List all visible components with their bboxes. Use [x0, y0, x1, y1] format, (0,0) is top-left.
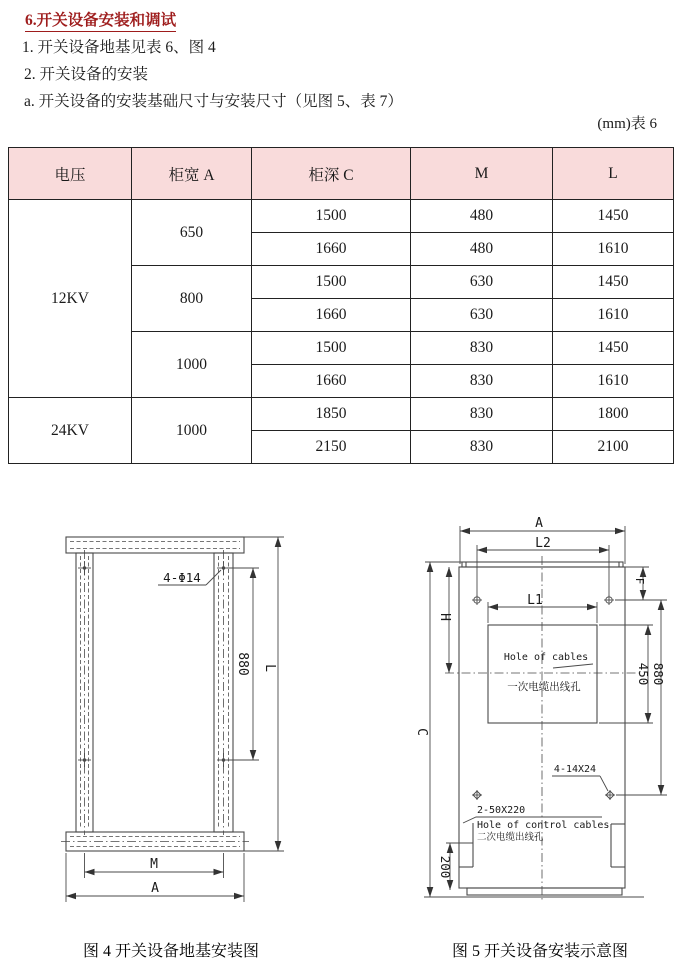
- table-cell: 650: [132, 200, 252, 266]
- dim-label-A: A: [151, 881, 159, 896]
- table-cell: 830: [411, 332, 553, 365]
- table-cell: 830: [411, 398, 553, 431]
- figure4-caption: 图 4 开关设备地基安装图: [82, 943, 259, 960]
- dim-label-M: M: [150, 857, 158, 872]
- table-cell: 630: [411, 299, 553, 332]
- anchor-holes: [78, 561, 230, 767]
- dim-label-H: H: [437, 613, 452, 621]
- figure5-installation-drawing: [403, 510, 680, 910]
- dimension-table: [8, 147, 674, 464]
- cabinet-body: [424, 562, 644, 897]
- intro-line-2: 2. 开关设备的安装: [24, 66, 149, 83]
- header-voltage: 电压: [9, 148, 132, 200]
- header-cabinet-depth: 柜深 C: [252, 148, 411, 200]
- dim-label-L2: L2: [535, 536, 551, 551]
- table-unit-note: (mm)表 6: [597, 116, 657, 132]
- dim-label-L1: L1: [527, 593, 543, 608]
- section-heading: 6.开关设备安装和调试: [25, 8, 176, 32]
- label-control-hole-zh: 二次电缆出线孔: [477, 833, 544, 843]
- table-cell: 830: [411, 431, 553, 464]
- table-cell: 630: [411, 266, 553, 299]
- label-control-hole-en: Hole of control cables: [477, 820, 610, 831]
- table-cell: 1610: [553, 299, 674, 332]
- table-cell: 1500: [252, 200, 411, 233]
- label-cable-hole-en: Hole of cables: [503, 652, 589, 663]
- table-cell: 800: [132, 266, 252, 332]
- label-bolt-holes: 4-14X24: [553, 764, 597, 775]
- table-cell: 12KV: [9, 200, 132, 398]
- dim-label-F: F: [633, 577, 646, 585]
- dim-label-A: A: [535, 516, 543, 531]
- table-cell: 480: [411, 233, 553, 266]
- dim-label-200: 200: [438, 855, 453, 879]
- centerlines: [445, 556, 643, 901]
- table-cell: 480: [411, 200, 553, 233]
- table-cell: 1000: [132, 398, 252, 464]
- figure4-dimensions: [66, 537, 284, 902]
- table-cell: 24KV: [9, 398, 132, 464]
- dim-label-L: L: [262, 664, 277, 672]
- table-cell: 1850: [252, 398, 411, 431]
- table-cell: 1500: [252, 332, 411, 365]
- table-cell: 1610: [553, 365, 674, 398]
- table-header-row: [9, 148, 674, 200]
- table-cell: 1450: [553, 200, 674, 233]
- table-cell: 1660: [252, 365, 411, 398]
- header-cabinet-width: 柜宽 A: [132, 148, 252, 200]
- dim-label-880: 880: [235, 652, 250, 676]
- table-cell: 1450: [553, 332, 674, 365]
- dim-label-450: 450: [636, 662, 651, 686]
- label-cable-hole-zh: 一次电缆出线孔: [507, 682, 581, 693]
- table-row: [9, 398, 674, 431]
- intro-line-1: 1. 开关设备地基见表 6、图 4: [22, 39, 216, 56]
- label-control-hole-size: 2-50X220: [477, 805, 526, 816]
- dim-label-C: C: [414, 728, 429, 736]
- table-cell: 1610: [553, 233, 674, 266]
- label-anchor-holes: 4-Φ14: [163, 570, 201, 585]
- intro-line-3: a. 开关设备的安装基础尺寸与安装尺寸（见图 5、表 7）: [24, 93, 403, 110]
- header-m: M: [411, 148, 553, 200]
- table-cell: 1800: [553, 398, 674, 431]
- dim-label-880: 880: [651, 662, 666, 686]
- foundation-frame: [61, 537, 249, 851]
- figure4-foundation-drawing: [25, 500, 325, 912]
- table-cell: 2150: [252, 431, 411, 464]
- table-cell: 1660: [252, 233, 411, 266]
- figure5-dimensions: [425, 526, 667, 897]
- table-cell: 2100: [553, 431, 674, 464]
- table-cell: 1450: [553, 266, 674, 299]
- table-row: [9, 200, 674, 233]
- table-cell: 1500: [252, 266, 411, 299]
- figure5-caption: 图 5 开关设备安装示意图: [451, 943, 628, 960]
- header-l: L: [553, 148, 674, 200]
- table-cell: 830: [411, 365, 553, 398]
- table-cell: 1000: [132, 332, 252, 398]
- table-cell: 1660: [252, 299, 411, 332]
